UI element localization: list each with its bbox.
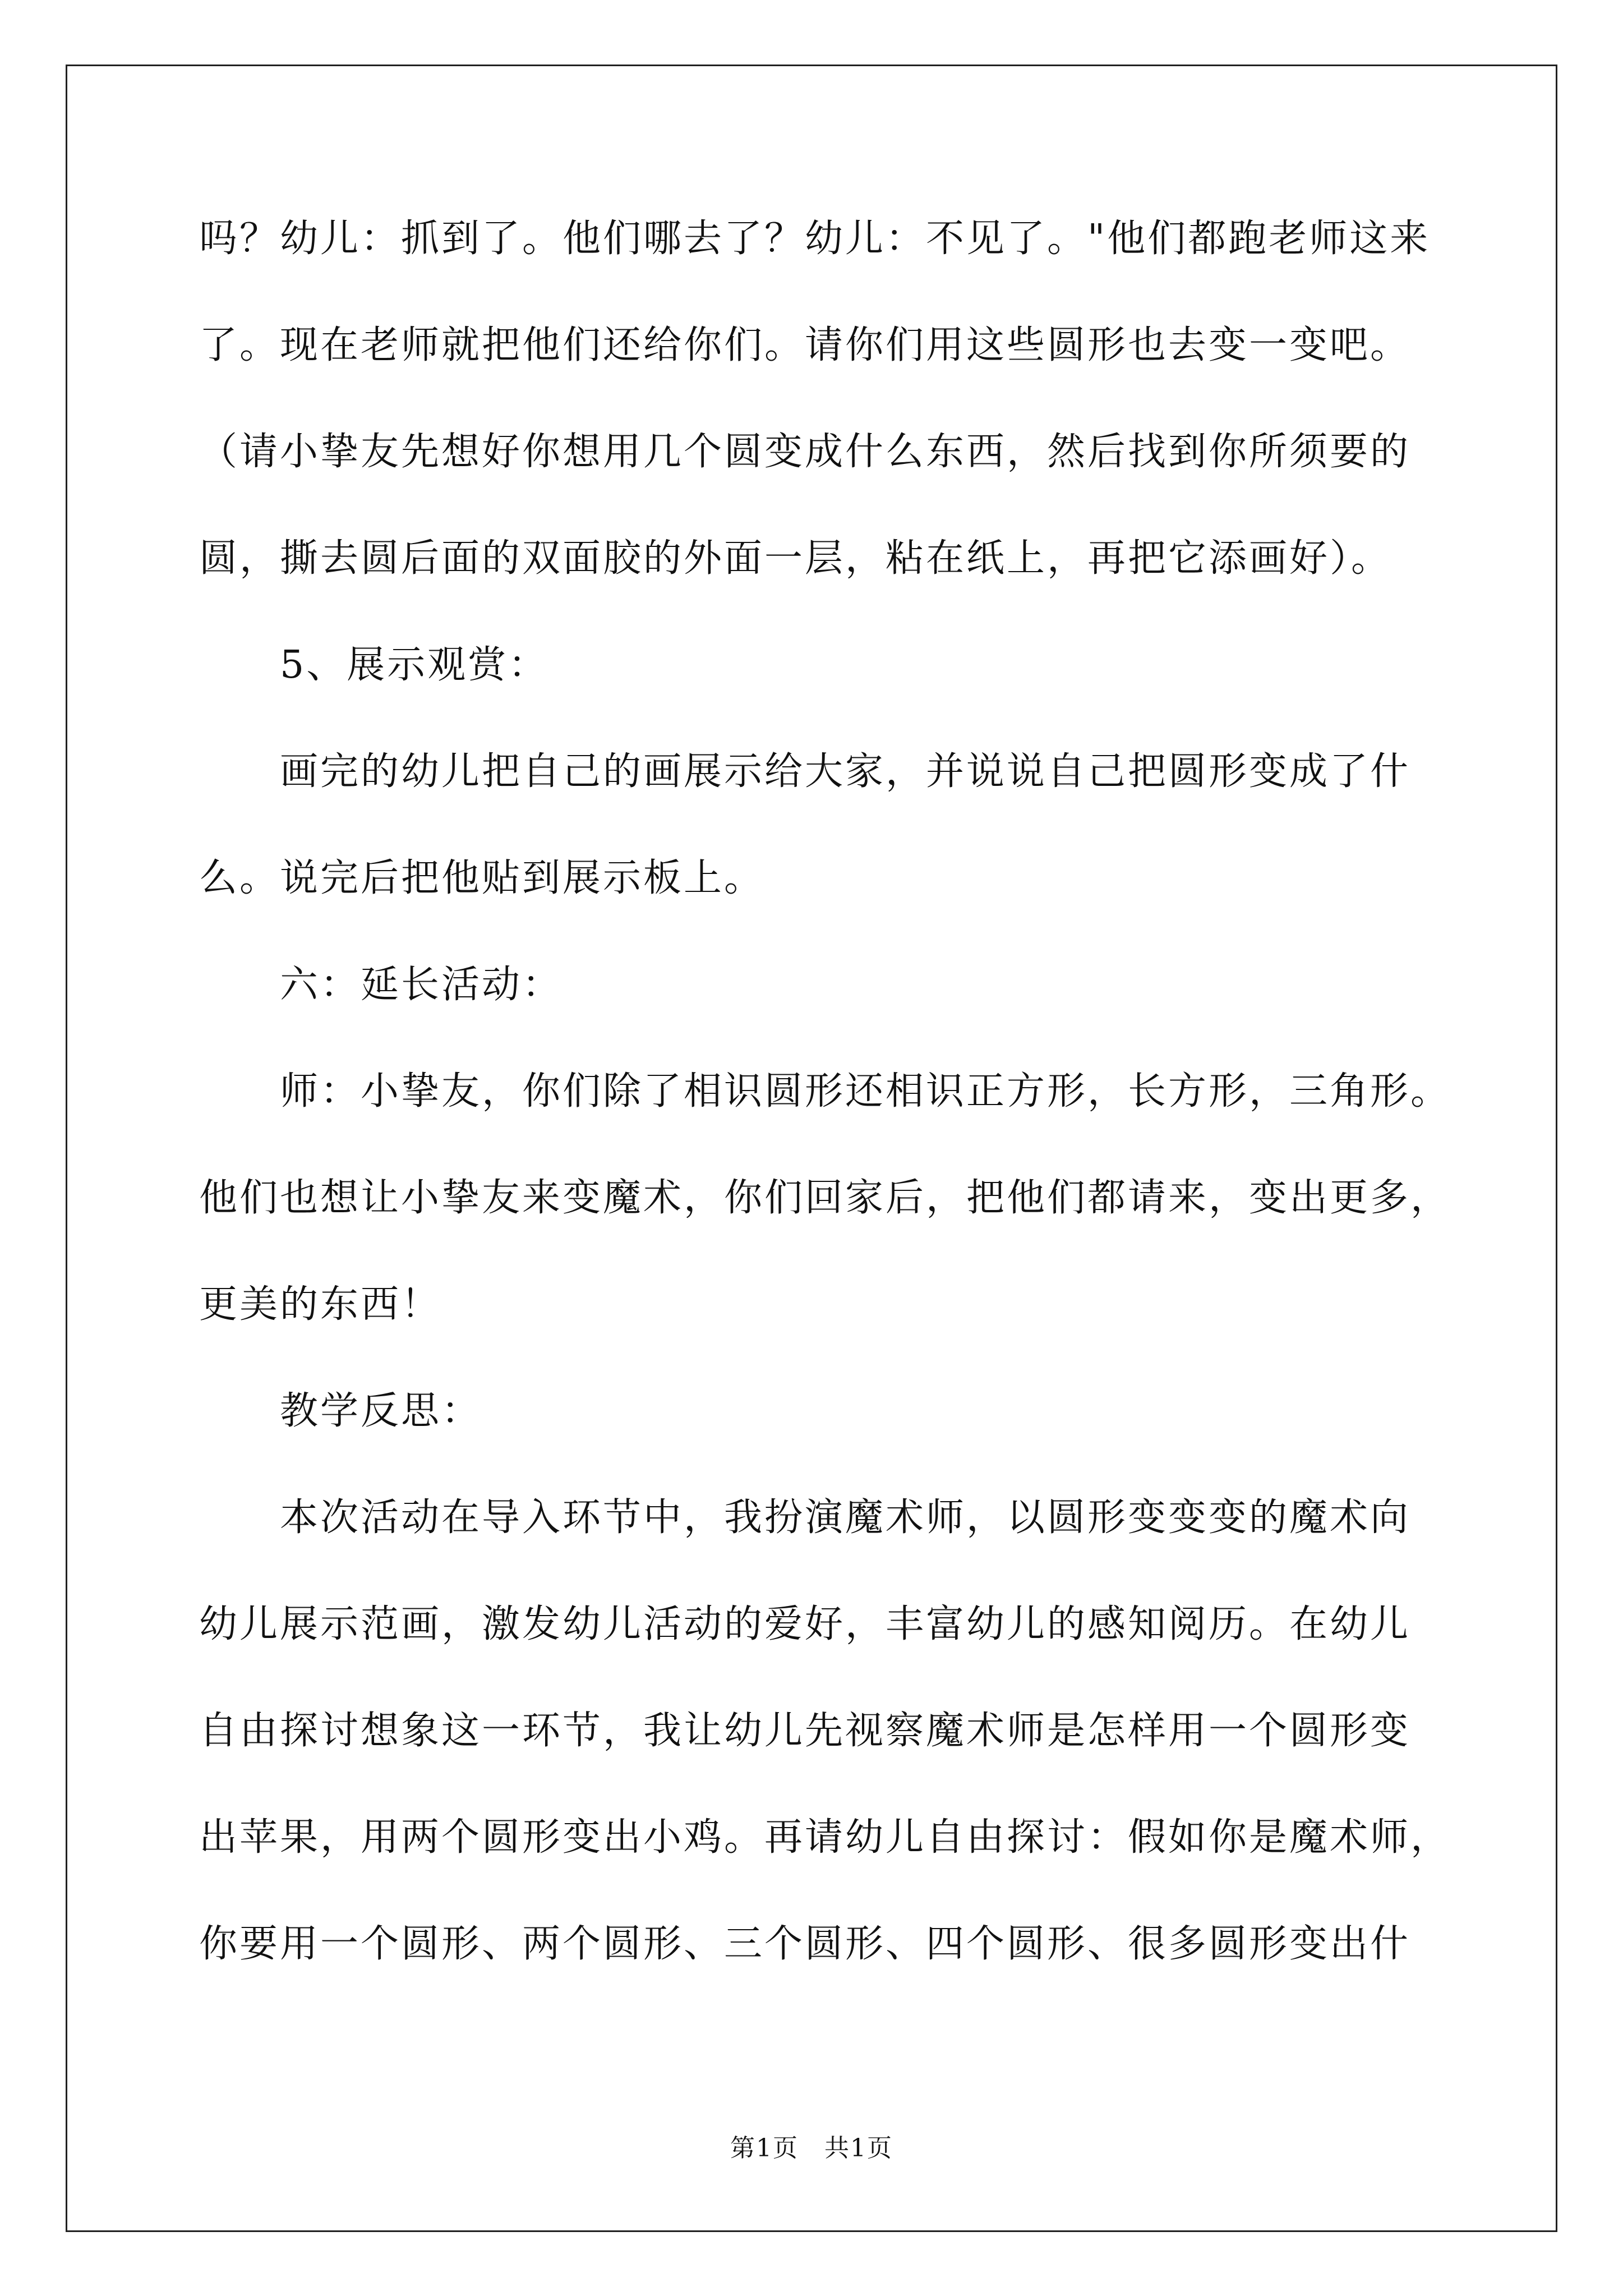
- text-line: 出苹果，用两个圆形变出小鸡。再请幼儿自由探讨：假如你是魔术师，: [199, 1815, 1451, 1860]
- text-line: 更美的东西！: [199, 1282, 442, 1327]
- section-heading: 六：延长活动：: [280, 963, 563, 1007]
- text-line: 他们也想让小挚友来变魔术，你们回家后，把他们都请来，变出更多，: [199, 1176, 1451, 1220]
- page-number-footer: 第1页 共1页: [730, 2134, 893, 2162]
- text-line: 吗？幼儿：抓到了。他们哪去了？幼儿：不见了。"他们都跑老师这来: [199, 217, 1431, 261]
- text-line: 自由探讨想象这一环节，我让幼儿先视察魔术师是怎样用一个圆形变: [199, 1709, 1411, 1753]
- text-line: 么。说完后把他贴到展示板上。: [199, 856, 765, 900]
- section-heading: 教学反思：: [280, 1389, 482, 1433]
- text-line: 幼儿展示范画，激发幼儿活动的爱好，丰富幼儿的感知阅历。在幼儿: [199, 1602, 1411, 1646]
- page-border: [66, 65, 1557, 2232]
- text-line: （请小挚友先想好你想用几个圆变成什么东西，然后找到你所须要的: [199, 430, 1411, 474]
- paragraph-first-line: 师：小挚友，你们除了相识圆形还相识正方形，长方形，三角形。: [280, 1069, 1451, 1114]
- paragraph-first-line: 本次活动在导入环节中，我扮演魔术师，以圆形变变变的魔术向: [280, 1496, 1411, 1540]
- paragraph-first-line: 画完的幼儿把自己的画展示给大家，并说说自己把圆形变成了什: [280, 749, 1411, 794]
- text-line: 你要用一个圆形、两个圆形、三个圆形、四个圆形、很多圆形变出什: [199, 1922, 1411, 1966]
- section-heading: 5、展示观赏：: [280, 643, 549, 687]
- text-line: 圆，撕去圆后面的双面胶的外面一层，粘在纸上，再把它添画好）。: [199, 536, 1392, 581]
- text-line: 了。现在老师就把他们还给你们。请你们用这些圆形也去变一变吧。: [199, 323, 1411, 367]
